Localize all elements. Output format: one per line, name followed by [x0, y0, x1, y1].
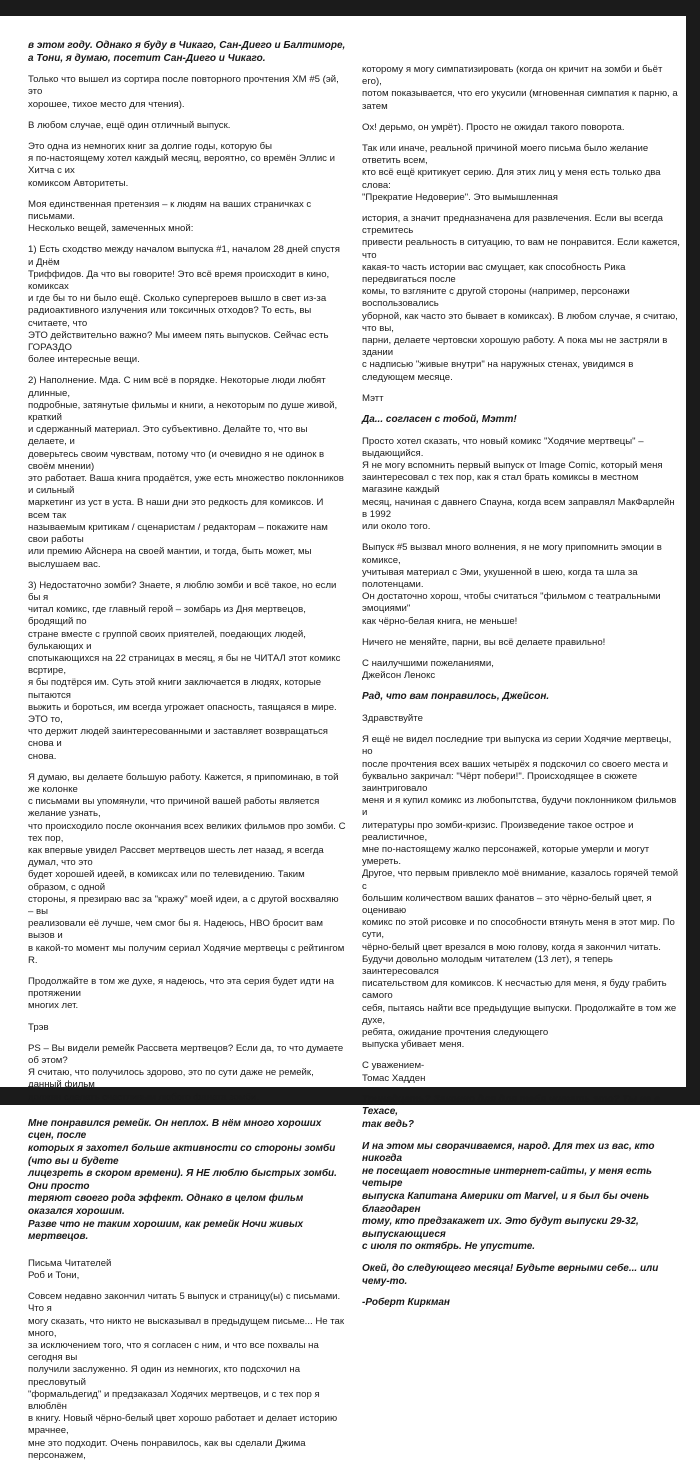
- editor-reply: Мне понравился ремейк. Он неплох. В нём много хороших сцен, после которых я захотел больше активности со стороны зомби (что вы и будете лицезреть в скором времени). Я НЕ люблю быстрых зомби. Они просто теряют своего рода эффект. Однако в целом фильм оказался хорошим. Разве что не таким хорошим, как ремейк Ночи живых мертвецов.: [28, 1117, 337, 1243]
- paragraph: Это одна из немногих книг за долгие годы, которую бы я по-настоящему хотел каждый месяц, вероятно, со времён Эллис и Хитча с их комиксом Авторитеты.: [28, 141, 335, 189]
- scan-edge-right: [686, 0, 700, 1105]
- editor-reply: Тринадцать? Законно для для тебя читать это? Ты не в Техасе, так ведь?: [362, 1093, 661, 1130]
- scan-edge-top: [0, 0, 700, 16]
- paragraph: Совсем недавно закончил читать 5 выпуск и страницу(ы) с письмами. Что я могу сказать, что никто не высказывал в предыдущем письме... Не так много, за исключением того, что я согласен с ним, и что все похвалы на сегодня вы получили заслуженно. Я один из немногих, кто подсхочил на пресловутый "формальдегид" и предзаказал Ходячих мертвецов, и с тех пор я влюблён в книгу. Новый чёрно-белый цвет хорошо работает и делает историю мрачнее, мне это подходит. Очень понравилось, как вы сделали Джима персонажем,: [28, 1291, 345, 1461]
- paragraph: Ничего не меняйте, парни, вы всё делаете правильно!: [362, 636, 606, 648]
- paragraph: которому я могу симпатизировать (когда он кричит на зомби и бьёт его), потом показывается, что его укусили (мгновенная симпатия к парню, а затем: [362, 64, 678, 112]
- paragraph: Ох! дерьмо, он умрёт). Просто не ожидал такого поворота.: [362, 121, 625, 133]
- left-column: [28, 40, 346, 1461]
- paragraph: Я ещё не видел последние три выпуска из серии Ходячие мертвецы, но после прочтения всех ваших четырёх я подскочил со своего места и буквально закричал: "Чёрт побери!". Происходящее в сюжете заинтриговало меня и я купил комикс из любопытства, будучи поклонником фильмов и литературы про зомби-кризис. Произведение такое острое и реалистичное, мне по-настоящему жалко персонажей, которые умерли и могут умереть. Другое, что первым привлекло моё внимание, казалось горячей темой с большим количеством ваших фанатов – это чёрно-белый цвет, я оцениваю комикс по этой рисовке и по способности втянуть меня в этот мир. По сути, чёрно-белый цвет врезался в мою голову, когда я закончил читать. Будучи довольно молодым читателем (13 лет), я теперь заинтересовался писательством для комиксов. К несчастью для меня, я буду грабить самого себя, пытаясь найти все предыдущие выпуски. Продолжайте в том же духе, ребята, ожидание прочтения следующего выпуска убивает меня.: [362, 734, 679, 1051]
- signature: Мэтт: [362, 392, 384, 404]
- signature: Трэв: [28, 1021, 49, 1033]
- editor-reply: Рад, что вам понравилось, Джейсон.: [362, 691, 550, 703]
- paragraph: Просто хотел сказать, что новый комикс "Ходячие мертвецы" – выдающийся. Я не могу вспомнить первый выпуск от Image Comic, который меня заинтересовал с тех пор, как я стал брать комиксы в местном магазине каждый месяц, начиная с давнего Спауна, когда всем заправлял МакФарлейн в 1992 или около того.: [362, 435, 675, 533]
- paragraph: Так или иначе, реальной причиной моего письма было желание ответить всем, кто всё ещё критикует серию. Для этих лиц у меня есть только два слова: "Прекратие Недоверие". Это вымышленная: [362, 143, 661, 203]
- editor-signature: -Роберт Киркман: [362, 1297, 450, 1309]
- greeting: Здравствуйте: [362, 712, 423, 724]
- paragraph: Только что вышел из сортира после повторного прочтения ХМ #5 (эй, это хорошее, тихое место для чтения).: [28, 74, 339, 110]
- signature: С наилучшими пожеланиями, Джейсон Ленокс: [362, 657, 494, 682]
- letter-header: Письма Читателей Роб и Тони,: [28, 1257, 112, 1281]
- paragraph: В любом случае, ещё один отличный выпуск.: [28, 119, 231, 131]
- paragraph: Выпуск #5 вызвал много волнения, я не могу припомнить эмоции в комиксе, учитывая материал с Эми, укушенной в шею, когда та шла за полотенцами. Он достаточно хорош, чтобы считаться "фильмом с театральными эмоциями" как чёрно-белая книга, не меньше!: [362, 542, 662, 627]
- editor-closing: И на этом мы сворачиваемся, народ. Для тех из вас, кто никогда не посещает новостные интернет-сайты, у меня есть четыре выпуска Капитана Америки от Marvel, и я был бы очень благодарен тому, кто предзакажет их. Это будут выпуски 29-32, выпускающиеся с июля по октябрь. Не упустите.: [362, 1140, 655, 1253]
- paragraph: 3) Недостаточно зомби? Знаете, я люблю зомби и всё такое, но если бы я читал комикс, где главный герой – зомбарь из Дня мертвецов, бродящий по стране вместе с группой своих приятелей, поедающих людей, булькающих и спотыкающихся на 22 страницах в месяц, я бы не ЧИТАЛ этот комикс всртире, я бы подтёрся им. Суть этой книги заключается в людях, которые пытаются выжить и бороться, им всегда угрожает опасность, таящаяся в мире. ЭТО то, что держит людей заинтересованными и заставляет возвращаться снова и снова.: [28, 579, 341, 762]
- editor-closing: Окей, до следующего месяца! Будьте верными себе... или чему-то.: [362, 1262, 659, 1287]
- paragraph: история, а значит предназначена для развлечения. Если вы всегда стремитесь привести реальность в ситуацию, то вам не понравится. Если кажется, что какая-то часть истории вас смущает, как способность Рика передвигаться после комы, то взгляните с другой стороны (например, персонажи воспользовались уборной, как часто это бывает в комиксах). В любом случае, я считаю, что вы, парни, делаете чертовски хорошую работу. А пока мы не застряли в здании с надписью "живые внутри" на наружных стенах, увидимся в следующем месяце.: [362, 213, 680, 383]
- paragraph: 2) Наполнение. Мда. С ним всё в порядке. Некоторые люди любят длинные, подробные, затянутые фильмы и книги, а некоторым по душе живой, краткий и сдержанный материал. Это субъективно. Делайте то, что вы делаете, и доверьтесь своим чувствам, потому что (и очевидно я не одинок в своём мнении) это работает. Ваша книга продаётся, уже есть множество поклонников и сильный маркетинг из уст в уста. В наши дни это редкость для комиксов. И всем так называемым критикам / сценаристам / редакторам – покажите нам свои работы или премию Айснера на своей мантии, и тогда, быть может, мы выслушаем вас.: [28, 375, 344, 570]
- paragraph: 1) Есть сходство между началом выпуска #1, началом 28 дней спустя и Днём Триффидов. Да что вы говорите! Это всё время происходит в кино, комиксах и где бы то ни было ещё. Сколько супергероев вышло в свет из-за радиоактивного излучения или токсичных отходов? То есть, вы считаете, что ЭТО действительно важно? Мы имеем пять выпусков. Сейчас есть ГОРАЗДО более интересные вещи.: [28, 244, 340, 366]
- signature: С уважением- Томас Хадден: [362, 1060, 426, 1084]
- editor-reply: Да... согласен с тобой, Мэтт!: [362, 414, 517, 426]
- paragraph: Моя единственная претензия – к людям на ваших страничках с письмами. Несколько вещей, замеченных мной:: [28, 198, 312, 235]
- right-column: [362, 64, 682, 1309]
- paragraph: в этом году. Однако я буду в Чикаго, Сан-Диего и Балтиморе, а Тони, я думаю, посетит Сан-Диего и Чикаго.: [28, 40, 346, 64]
- paragraph: Продолжайте в том же духе, я надеюсь, что эта серия будет идти на протяжении многих лет.: [28, 976, 335, 1012]
- paragraph: PS – Вы видели ремейк Рассвета мертвецов? Если да, то что думаете об этом? Я считаю, что получилось здорово, это по сути даже не ремейк, данный фильм должен сделать счастливым любого фаната зомби.: [28, 1042, 344, 1103]
- paragraph: Я думаю, вы делаете большую работу. Кажется, я припоминаю, в той же колонке с письмами вы упомянули, что причиной вашей работы является желание узнать, что происходило после окончания всех великих фильмов про зомби. С тех пор, как впервые увидел Рассвет мертвецов шесть лет назад, я всегда думал, что это будет хорошей идеей, в комиксах или по телевидению. Таким образом, с одной стороны, я презираю вас за "кражу" моей идеи, а с другой восхваляю – вы реализовали её лучше, чем смог бы я. Надеюсь, HBO бросит вам вызов и в какой-то момент мы получим сериал Ходячие мертвецы с рейтингом R.: [28, 771, 346, 966]
